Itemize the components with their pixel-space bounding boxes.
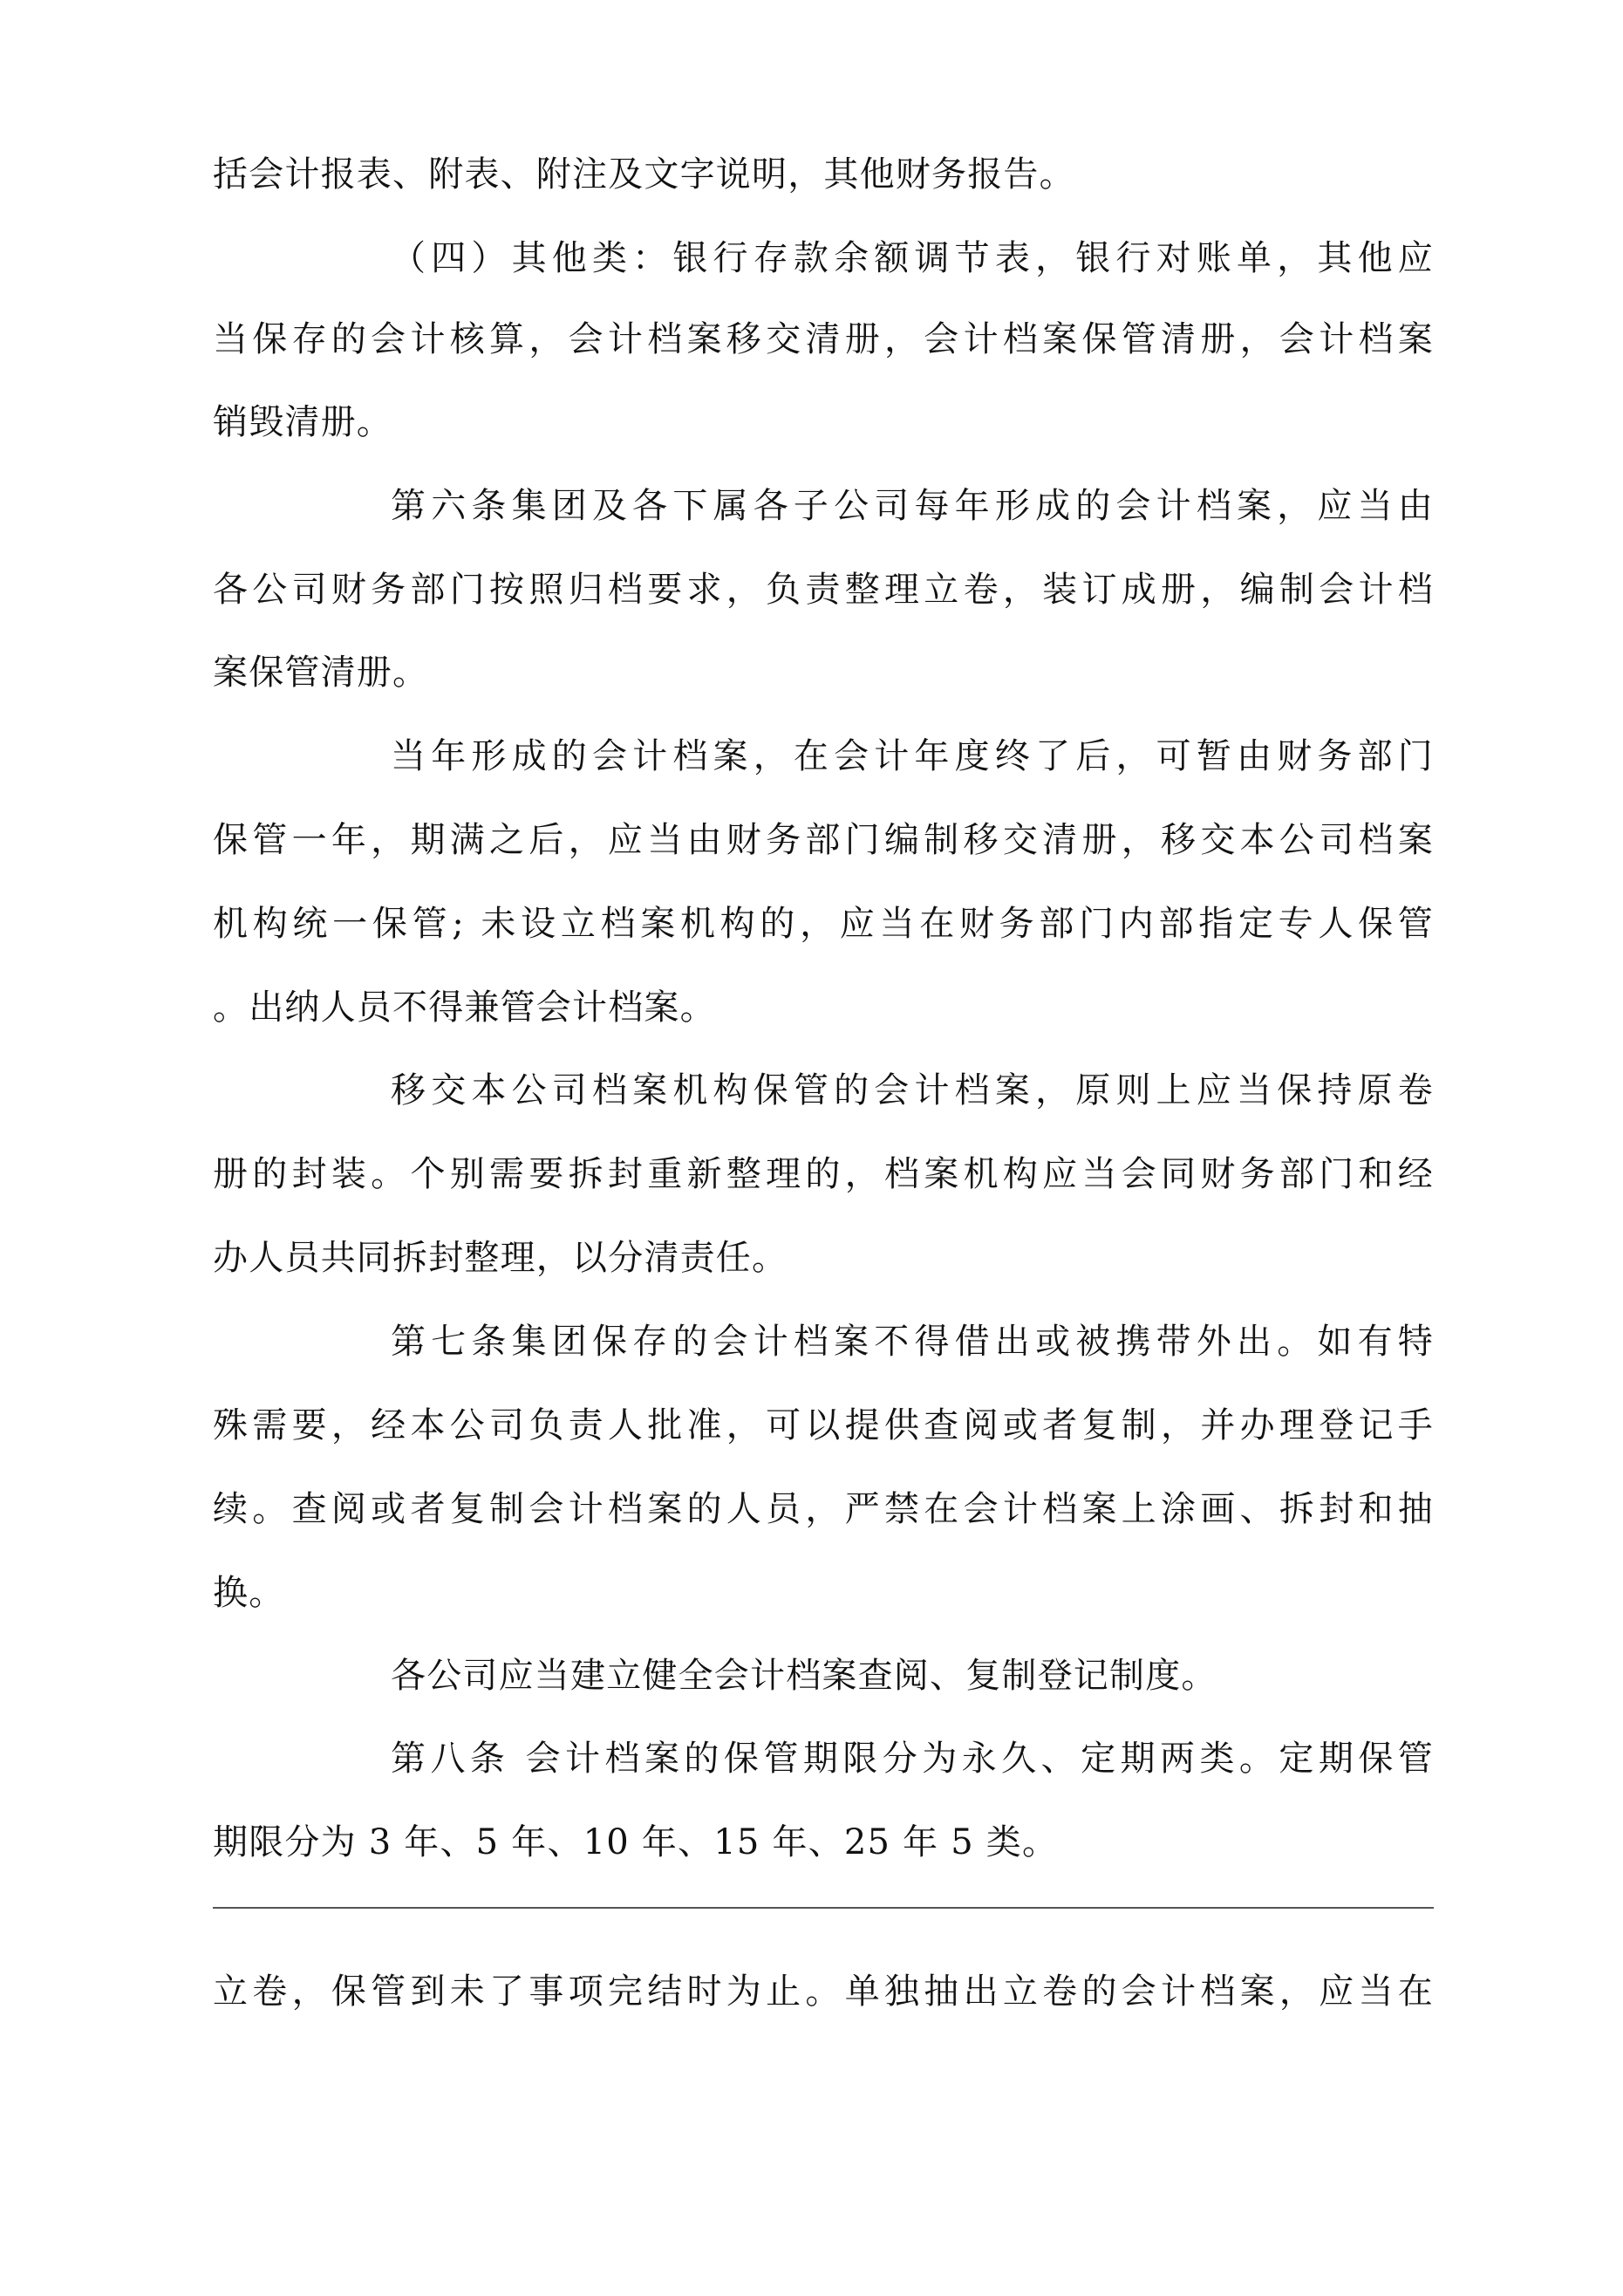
text-line-10: 机构统一保管; 未设立档案机构的，应当在财务部门内部指定专人保管 xyxy=(213,904,1434,944)
text-line-16: 殊需要，经本公司负责人批准，可以提供查阅或者复制，并办理登记手 xyxy=(213,1405,1434,1445)
text-line-6: 各公司财务部门按照归档要求，负责整理立卷，装订成册，编制会计档 xyxy=(213,570,1434,610)
text-line-3: 当保存的会计核算，会计档案移交清册，会计档案保管清册，会计档案 xyxy=(213,319,1434,359)
text-line-13: 册的封装。个别需要拆封重新整理的，档案机构应当会同财务部门和经 xyxy=(213,1154,1434,1194)
text-line-17: 续。查阅或者复制会计档案的人员，严禁在会计档案上涂画、拆封和抽 xyxy=(213,1489,1434,1529)
text-line-18: 换。 xyxy=(213,1573,285,1613)
text-line-15: 第七条集团保存的会计档案不得借出或被携带外出。如有特 xyxy=(391,1322,1434,1362)
text-line-21: 期限分为 3 年、5 年、10 年、15 年、25 年 5 类。 xyxy=(213,1822,1059,1862)
text-line-19: 各公司应当建立健全会计档案查阅、复制登记制度。 xyxy=(391,1656,1217,1696)
text-line-7: 案保管清册。 xyxy=(213,653,429,693)
text-line-11: 。出纳人员不得兼管会计档案。 xyxy=(213,987,716,1028)
text-line-22: 立卷，保管到未了事项完结时为止。单独抽出立卷的会计档案，应当在 xyxy=(213,1971,1434,2012)
text-line-4: 销毁清册。 xyxy=(213,402,392,442)
text-line-14: 办人员共同拆封整理，以分清责任。 xyxy=(213,1238,788,1278)
text-line-2: （四）其他类：银行存款余额调节表，银行对账单，其他应 xyxy=(391,238,1434,278)
text-line-20: 第八条 会计档案的保管期限分为永久、定期两类。定期保管 xyxy=(391,1739,1434,1779)
text-line-12: 移交本公司档案机构保管的会计档案，原则上应当保持原卷 xyxy=(391,1070,1434,1110)
page-divider xyxy=(213,1907,1434,1909)
text-line-5: 第六条集团及各下属各子公司每年形成的会计档案，应当由 xyxy=(391,486,1434,526)
text-line-8: 当年形成的会计档案，在会计年度终了后，可暂由财务部门 xyxy=(391,736,1434,776)
text-line-9: 保管一年，期满之后，应当由财务部门编制移交清册，移交本公司档案 xyxy=(213,820,1434,860)
text-line-1: 括会计报表、附表、附注及文字说明，其他财务报告。 xyxy=(213,154,1075,195)
